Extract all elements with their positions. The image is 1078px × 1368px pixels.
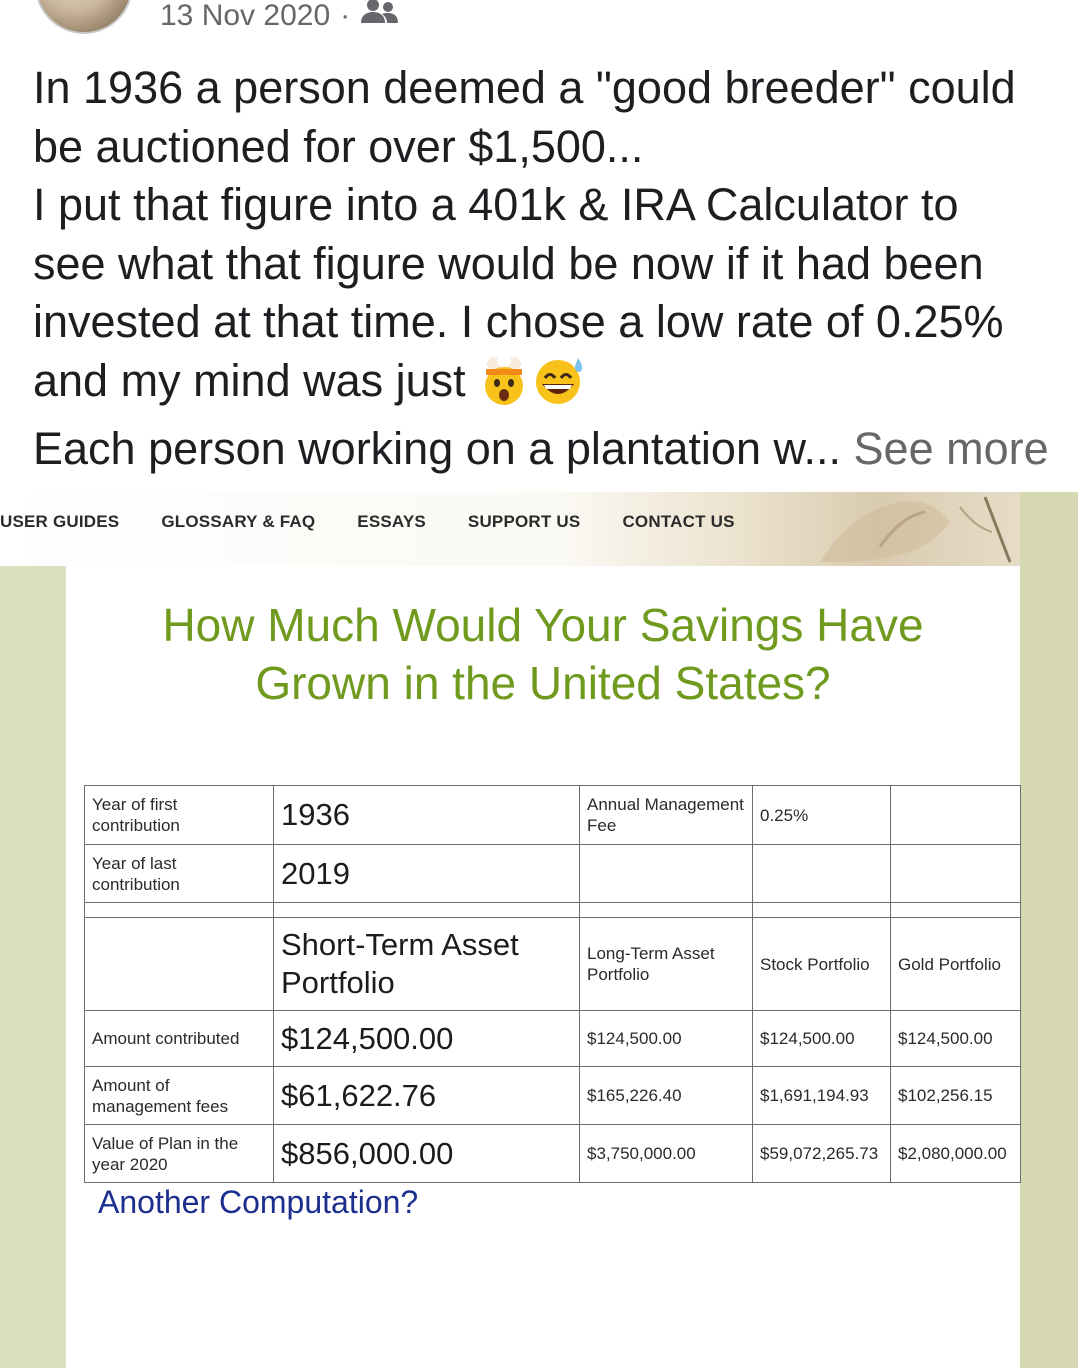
table-cell: $124,500.00 — [274, 1011, 580, 1067]
table-row — [85, 1067, 1021, 1125]
post-line: I put that figure into a 401k & IRA Calculator to — [33, 179, 959, 230]
another-computation-link[interactable]: Another Computation? — [98, 1184, 419, 1220]
year-first-label: Year of first contribution — [85, 786, 274, 845]
empty-cell — [891, 786, 1021, 845]
row-label: Amount of management fees — [85, 1067, 274, 1125]
table-cell: $124,500.00 — [580, 1011, 753, 1067]
empty-cell — [85, 903, 274, 918]
grinning-sweat-emoji — [530, 354, 588, 421]
embedded-screenshot — [0, 492, 1078, 1368]
nav-user-guides[interactable]: USER GUIDES — [0, 512, 120, 531]
post-line-with-emoji — [33, 352, 1063, 421]
site-nav — [0, 492, 1020, 566]
empty-cell — [753, 903, 891, 918]
table-cell: $165,226.40 — [580, 1067, 753, 1125]
nav-glossary-faq[interactable]: GLOSSARY & FAQ — [161, 512, 316, 531]
post-line-with-more — [33, 420, 1063, 479]
page-title — [66, 596, 1020, 712]
fee-value[interactable]: 0.25% — [753, 786, 891, 845]
year-first-value[interactable]: 1936 — [274, 786, 580, 845]
nav-contact-us[interactable]: CONTACT US — [622, 512, 735, 531]
post-line: In 1936 a person deemed a "good breeder" could — [33, 62, 1016, 113]
header-row — [85, 918, 1021, 1011]
results-table — [84, 785, 1021, 1183]
table-cell: $59,072,265.73 — [753, 1125, 891, 1183]
table-cell: $124,500.00 — [753, 1011, 891, 1067]
empty-cell — [580, 845, 753, 903]
table-row — [85, 845, 1021, 903]
column-header: Gold Portfolio — [891, 918, 1021, 1011]
table-cell: $124,500.00 — [891, 1011, 1021, 1067]
meta-separator: · — [340, 0, 351, 32]
page-title-line: How Much Would Your Savings Have — [162, 599, 924, 651]
post-line: Each person working on a plantation w... — [33, 423, 842, 474]
fee-label: Annual Management Fee — [580, 786, 753, 845]
header-artwork — [760, 492, 1020, 566]
table-cell: $3,750,000.00 — [580, 1125, 753, 1183]
empty-cell — [85, 918, 274, 1011]
post-meta — [160, 0, 402, 34]
table-row — [85, 786, 1021, 845]
row-label: Value of Plan in the year 2020 — [85, 1125, 274, 1183]
exploding-head-emoji — [478, 356, 530, 421]
table-row — [85, 1011, 1021, 1067]
friends-icon[interactable] — [358, 0, 402, 36]
nav-support-us[interactable]: SUPPORT US — [467, 512, 581, 531]
right-side-band — [1020, 492, 1078, 1368]
nav-essays[interactable]: ESSAYS — [357, 512, 426, 531]
spacer-row — [85, 903, 1021, 918]
empty-cell — [891, 845, 1021, 903]
profile-avatar[interactable] — [35, 0, 133, 34]
year-last-label: Year of last contribution — [85, 845, 274, 903]
column-header: Stock Portfolio — [753, 918, 891, 1011]
empty-cell — [891, 903, 1021, 918]
table-cell: $61,622.76 — [274, 1067, 580, 1125]
column-header: Long-Term Asset Portfolio — [580, 918, 753, 1011]
post-date[interactable]: 13 Nov 2020 — [160, 0, 331, 32]
column-header: Short-Term Asset Portfolio — [274, 918, 580, 1011]
year-last-value[interactable]: 2019 — [274, 845, 580, 903]
empty-cell — [753, 845, 891, 903]
post-line: be auctioned for over $1,500... — [33, 120, 644, 172]
see-more-link[interactable]: See more — [853, 423, 1049, 474]
empty-cell — [580, 903, 753, 918]
table-cell: $1,691,194.93 — [753, 1067, 891, 1125]
row-label: Amount contributed — [85, 1011, 274, 1067]
table-row — [85, 1125, 1021, 1183]
post-line: invested at that time. I chose a low rate of 0.25% — [33, 296, 1004, 347]
table-cell: $102,256.15 — [891, 1067, 1021, 1125]
table-cell: $856,000.00 — [274, 1125, 580, 1183]
table-cell: $2,080,000.00 — [891, 1125, 1021, 1183]
page-title-line: Grown in the United States? — [255, 657, 831, 709]
post-text — [33, 59, 1063, 479]
post-line: see what that figure would be now if it had been — [33, 237, 984, 289]
post-line: and my mind was just — [33, 354, 466, 406]
empty-cell — [274, 903, 580, 918]
